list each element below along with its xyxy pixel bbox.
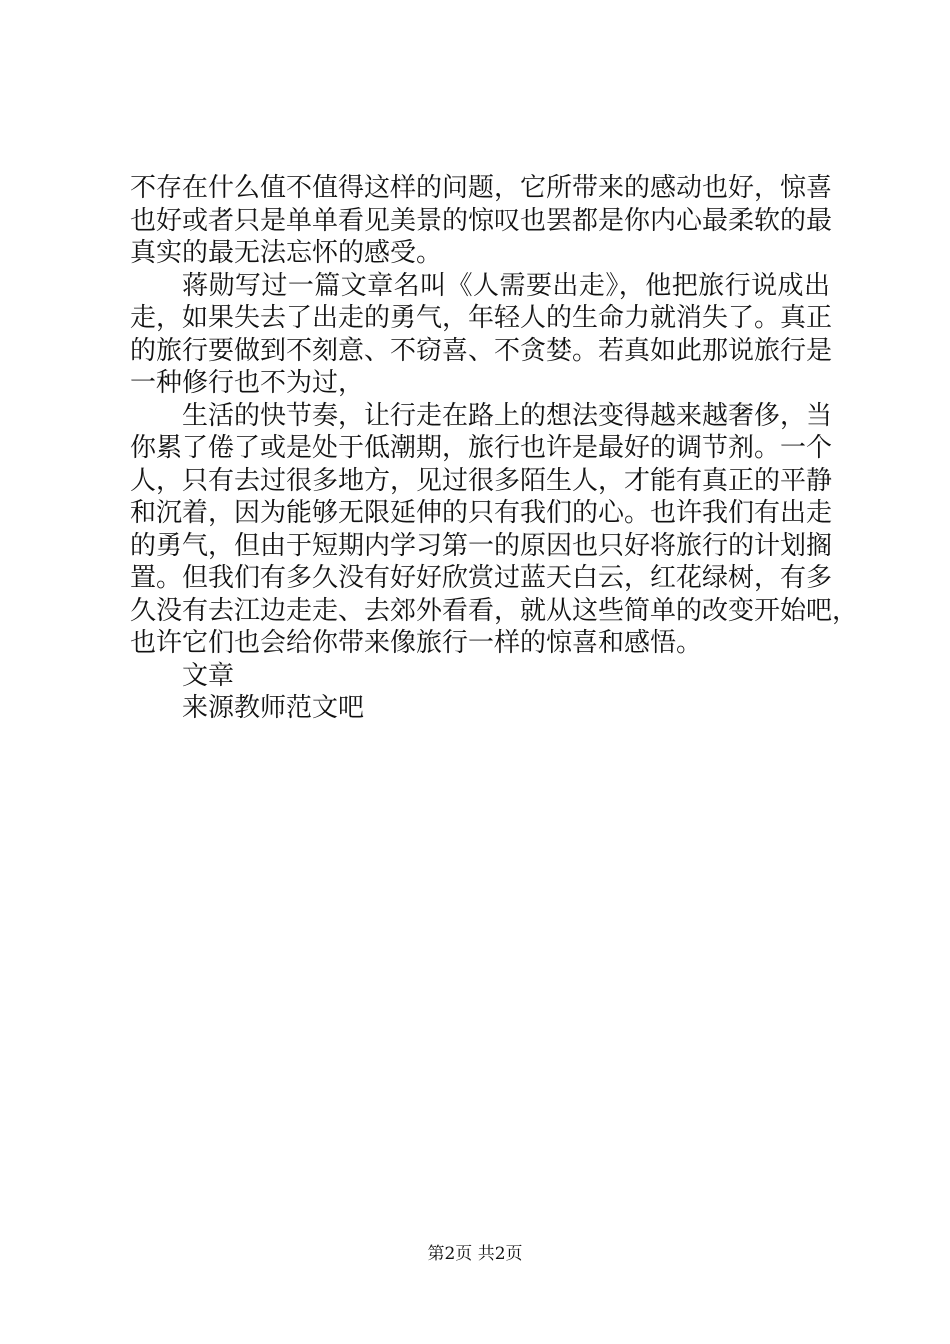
text-line: 和沉着，因为能够无限延伸的只有我们的心。也许我们有出走 [130,498,833,528]
text-line: 人，只有去过很多地方，见过很多陌生人，才能有真正的平静 [130,465,833,496]
text-line: 也好或者只是单单看见美景的惊叹也罢都是你内心最柔软的最 [130,205,833,236]
text-line: 不存在什么值不值得这样的问题，它所带来的感动也好，惊喜 [130,173,833,203]
text-line: 你累了倦了或是处于低潮期，旅行也许是最好的调节剂。一个 [130,433,833,463]
document-body [130,172,859,725]
page-number-footer: 第2页 共2页 [427,1244,523,1264]
text-line: 的勇气，但由于短期内学习第一的原因也只好将旅行的计划搁 [130,530,833,561]
text-line: 真实的最无法忘怀的感受。 [130,238,443,268]
text-line: 也许它们也会给你带来像旅行一样的惊喜和感悟。 [130,628,703,658]
text-line: 久没有去江边走走、去郊外看看，就从这些简单的改变开始吧， [130,595,859,626]
text-line: 一种修行也不为过， [130,368,365,398]
text-line: 置。但我们有多久没有好好欣赏过蓝天白云，红花绿树，有多 [130,563,833,593]
text-line: 蒋勋写过一篇文章名叫《人需要出走》，他把旅行说成出 [182,270,830,301]
text-line: 来源教师范文吧 [182,693,365,723]
text-line: 的旅行要做到不刻意、不窃喜、不贪婪。若真如此那说旅行是 [130,335,833,366]
text-line: 走，如果失去了出走的勇气，年轻人的生命力就消失了。真正 [130,303,833,333]
text-line: 文章 [182,660,235,691]
text-line: 生活的快节奏，让行走在路上的想法变得越来越奢侈，当 [182,400,833,431]
